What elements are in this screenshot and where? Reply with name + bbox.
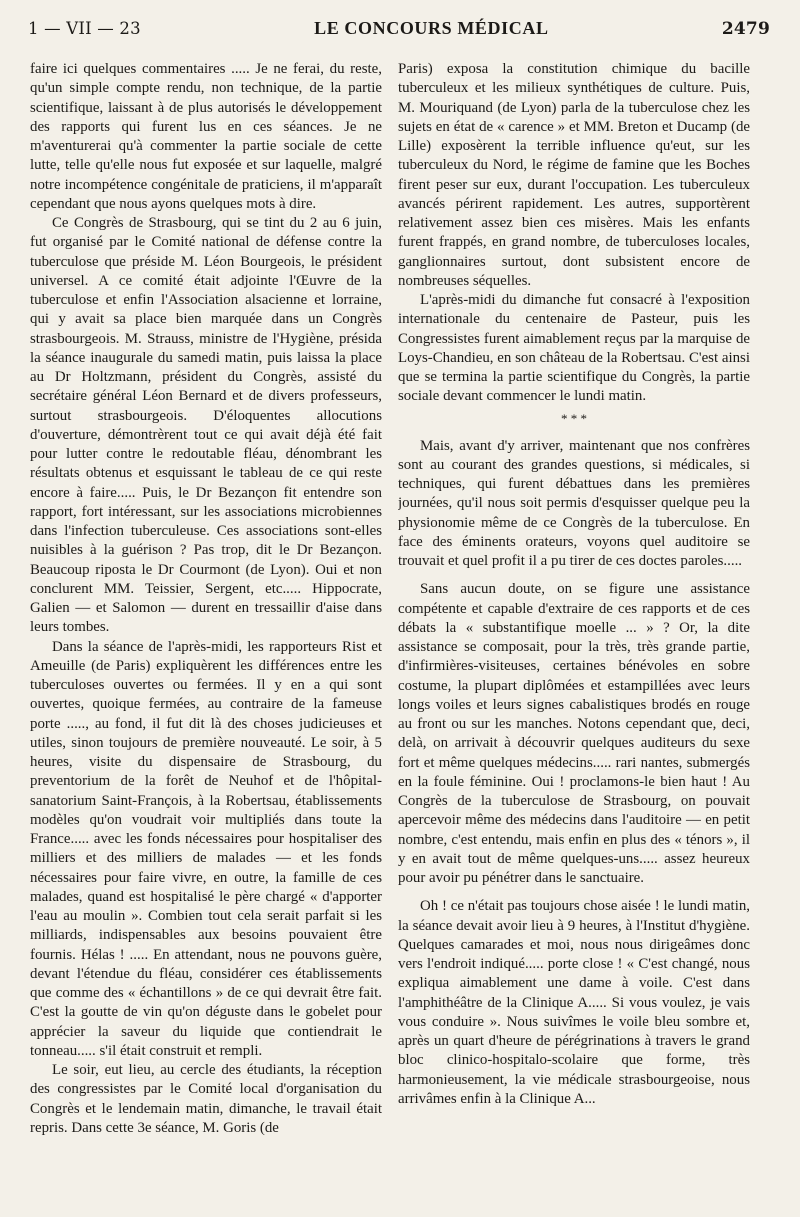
running-header (28, 18, 770, 44)
left-column (30, 60, 382, 1202)
paragraph: L'après-midi du dimanche fut consacré à l'exposition internationale du centenaire de Pasteur, puis les Congressistes furent aimablement reçus par la marquise de Loys-Chandieu, en son château de la Robertsau. C'est ainsi que se termina la partie scientifique du Congrès, la partie sociale devant commencer le lundi matin. (398, 292, 750, 405)
paragraph: Ce Congrès de Strasbourg, qui se tint du 2 au 6 juin, fut organisé par le Comité national de défense contre la tuberculose que préside M. Léon Bourgeois, le président universel. A ce comité était adjointe l'Œuvre de la tuberculose et enfin l'Association alsacienne et lorraine, qui y avait sa place bien marquée dans un Congrès strasbourgeois. M. Strauss, ministre de l'Hygiène, présida la séance inaugurale du samedi matin, puis laissa la place au Dr Holtzmann, président du Congrès, assisté du secrétaire général Léon Bernard et de divers professeurs, surtout strasbourgeois. D'éloquentes allocutions d'ouverture, démontrèrent tout ce qui avait déjà été fait pour lutter contre le redoutable fléau, dénombrant les résultats obtenus et esquissant le tableau de ce qui reste encore à faire..... Puis, le Dr Bezançon fit entendre son rapport, fort intéressant, sur les associations microbiennes dans l'infection tuberculeuse. Ces associations sont-elles nuisibles à la guérison ? Pas trop, dit le Dr Bezançon. Beaucoup riposta le Dr Courmont (de Lyon). Oui et non conclurent MM. Teissier, Sergent, etc..... Hippocrate, Galien — et Salomon — durent en tressaillir d'aise dans leurs tombes. (30, 215, 382, 636)
paragraph: Paris) exposa la constitution chimique du bacille tuberculeux et les milieux synthétiques de culture. Puis, M. Mouriquand (de Lyon) parla de la tuberculose chez les sujets en état de « carence » et MM. Breton et Ducamp (de Lille) exposèrent la terrible influence qu'eut, sur les tuberculeux du Nord, le régime de famine que les Boches firent peser sur eux, durant l'occupation. Les tuberculeux avancés périrent rapidement. Les autres, supportèrent relativement assez bien ces misères. Mais les enfants furent frappés, en grand nombre, de tuberculoses locales, ganglionnaires surtout, dont subsistent encore de nombreuses séquelles. (398, 61, 750, 289)
paragraph: Mais, avant d'y arriver, maintenant que nos confrères sont au courant des grandes questions, si médicales, si techniques, qui furent débattues dans les premières journées, qu'il nous soit permis d'esquisser quelque peu la physionomie même de ce Congrès de la tuberculose. En face des éminents orateurs, voyons quel auditoire se trouvait et quel profit il a pu tirer de ces doctes paroles..... (398, 437, 750, 569)
paragraph: Le soir, eut lieu, au cercle des étudiants, la réception des congressistes par le Comité local d'organisation du Congrès et le lendemain matin, dimanche, le travail était repris. Dans cette 3e séance, M. Goris (de (30, 1062, 382, 1136)
paragraph: faire ici quelques commentaires ..... Je ne ferai, du reste, qu'un simple compte rendu, non technique, de la partie scientifique, laissant à de plus autorisés le développement des rapports qui furent lus en ces séances. Je ne m'aventurerai qu'à commenter la partie sociale de cette lutte, telle qu'elle nous fut exposée et sur laquelle, malgré notre incompétence congénitale de praticiens, il m'apparaît cependant que nous ayons quelques mots à dire. (30, 61, 382, 212)
journal-title: LE CONCOURS MÉDICAL (314, 18, 549, 38)
paragraph: Oh ! ce n'était pas toujours chose aisée ! le lundi matin, la séance devait avoir lieu à 9 heures, à l'Institut d'hygiène. Quelques camarades et moi, nous nous dirigeâmes donc vers l'endroit indiqué..... porte close ! « C'est changé, nous expliqua aimablement une dame à voile. C'est dans l'amphithéâtre de la Clinique A..... Si vous voulez, je vais vous conduire ». Nous suivîmes le voile bleu sombre et, après un quart d'heure de pérégrinations à travers le grand bloc clinico-hospitalo-scolaire que forme, très harmonieusement, la vie médicale strasbourgeoise, nous arrivâmes enfin à la Clinique A... (398, 898, 750, 1107)
section-separator: * * * (561, 410, 587, 426)
paragraph: Dans la séance de l'après-midi, les rapporteurs Rist et Ameuille (de Paris) expliquèrent les différences entre les tuberculoses ouvertes ou fermées. Il y en a qui sont ouvertes, quoique fermées, au contraire de la fameuse porte ....., au fond, il fut dit là des choses judicieuses et utiles, sinon toujours de première nouveauté. Le soir, à 5 heures, visite du dispensaire de Strasbourg, du preventorium de la forêt de Neuhof et de l'hôpital-sanatorium Saint-François, à la Robertsau, établissements modèles qu'on voudrait voir multipliés dans toute la France..... avec les fonds nécessaires pour hospitaliser des milliers et des milliers de malades — et les fonds nécessaires pour faire vivre, en outre, la famille de ces malades, quand est hospitalisé le père chargé « d'apporter l'eau au moulin ». Combien tout cela serait parfait si les milliards, indispensables aux besoins pouvaient être fournis. Hélas ! ..... En attendant, nous ne pouvons guère, devant l'étendue du fléau, considérer ces établissements que comme des « échantillons » de ce qui devrait être fait. C'est la goutte de vin qu'on déguste dans le gobelet pour apprécier la saveur du liquide que contiendrait le tonneau..... s'il était construit et rempli. (30, 638, 382, 1059)
page-number: 2479 (721, 19, 770, 39)
issue-reference: 1 — VII — 23 (28, 19, 141, 38)
right-column (398, 60, 750, 1202)
paragraph: Sans aucun doute, on se figure une assistance compétente et capable d'extraire de ces rapports et de ces débats la « substantifique moelle ... » ? Or, la dite assistance se composait, pour la très, très grande partie, d'infirmières-visiteuses, certaines bénévoles en sobre costume, la plupart diplômées et estampillées avec leurs longs voiles et leurs signes cabalistiques brodés en rouge au front ou sur les manches. Notons cependant que, deci, delà, on arrivait à découvrir quelques auditeurs du sexe fort et même quelques médecins..... rari nantes, submergés en la foule féminine. Oui ! proclamons-le bien haut ! Au Congrès de la tuberculose de Strasbourg, on pouvait apercevoir même des médecins dans l'auditoire — en petit nombre, c'est entendu, mais enfin en plus des « ténors », il y en avait tout de même quelques-uns..... assez heureux pour avoir pu pénétrer dans le sanctuaire. (398, 581, 750, 886)
